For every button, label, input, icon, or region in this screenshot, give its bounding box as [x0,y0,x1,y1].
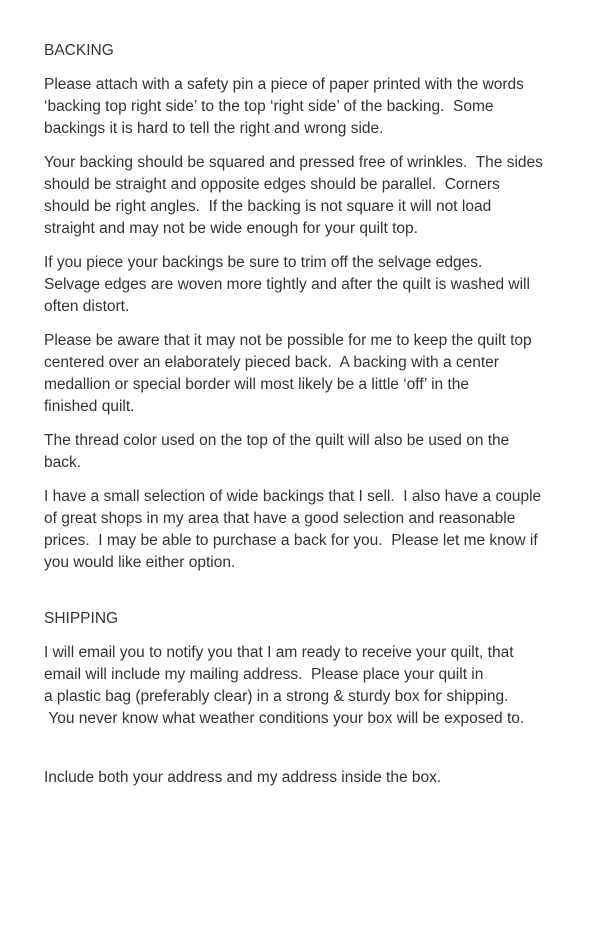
backing-paragraph-selvage: If you piece your backings be sure to trim off the selvage edges. Selvage edges are woven more tightly and after the quilt is washed will often distort. [44,254,530,315]
backing-paragraph-centering: Please be aware that it may not be possible for me to keep the quilt top centered over an elaborately pieced back. A backing with a center medallion or special border will most likely be a little ‘off’ in the finished quilt. [44,332,532,415]
backing-paragraph-thread-color: The thread color used on the top of the quilt will also be used on the back. [44,432,510,471]
shipping-paragraph-addresses: Include both your address and my address inside the box. [44,769,442,786]
blank-line-spacer [44,742,592,767]
backing-paragraph-attach-label: Please attach with a safety pin a piece of paper printed with the words ‘backing top right side’ to the top ‘right side’ of the backing. Some backings it is hard to tell the right and wrong side. [44,76,524,137]
backing-paragraph-wide-backings: I have a small selection of wide backings that I sell. I also have a couple of great shops in my area that have a good selection and reasonable prices. I may be able to purchase a back for you. Please let me know if you would like either option. [44,488,542,571]
shipping-heading: SHIPPING [44,610,119,627]
backing-heading: BACKING [44,42,114,59]
shipping-paragraph-email-box: I will email you to notify you that I am ready to receive your quilt, that email will include my mailing address. Please place your quilt in a plastic bag (preferably clear) in a strong & sturdy box for shipping. You never know what weather conditions your box will be exposed to. [44,644,525,727]
backing-paragraph-squared-pressed: Your backing should be squared and pressed free of wrinkles. The sides should be straight and opposite edges should be parallel. Corners should be right angles. If the backing is not square it will not load straight and may not be wide enough for your quilt top. [44,154,543,237]
section-backing [44,40,592,574]
section-shipping [44,608,592,789]
blank-line-spacer [44,586,592,608]
